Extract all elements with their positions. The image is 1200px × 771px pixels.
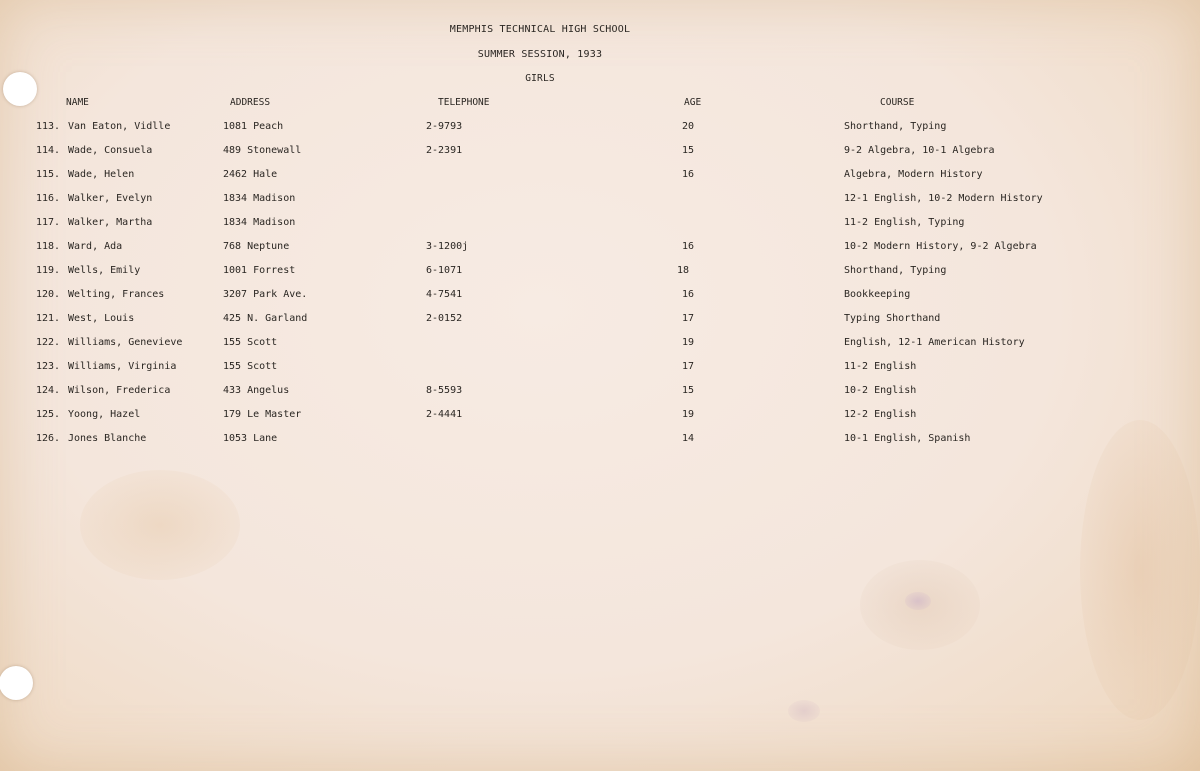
student-address: 2462 Hale: [223, 169, 278, 180]
student-name: Walker, Martha: [68, 217, 153, 228]
student-name: Williams, Genevieve: [68, 337, 183, 348]
student-telephone: 2-4441: [426, 409, 463, 420]
student-age: 19: [682, 337, 695, 348]
row-number: 118.: [36, 241, 61, 252]
student-course: Bookkeeping: [844, 289, 911, 300]
column-header-telephone: TELEPHONE: [438, 97, 490, 108]
row-number: 116.: [36, 193, 61, 204]
row-number: 113.: [36, 121, 61, 132]
student-name: Welting, Frances: [68, 289, 165, 300]
student-course: 10-2 Modern History, 9-2 Algebra: [844, 241, 1037, 252]
school-title: MEMPHIS TECHNICAL HIGH SCHOOL: [449, 24, 631, 35]
student-course: 11-2 English, Typing: [844, 217, 965, 228]
row-number: 119.: [36, 265, 61, 276]
paper-stain: [1080, 420, 1200, 720]
student-address: 1001 Forrest: [223, 265, 296, 276]
student-age: 19: [682, 409, 695, 420]
student-age: 15: [682, 385, 695, 396]
student-name: Yoong, Hazel: [68, 409, 141, 420]
row-number: 123.: [36, 361, 61, 372]
student-course: Algebra, Modern History: [844, 169, 983, 180]
student-name: Ward, Ada: [68, 241, 123, 252]
binder-hole-bottom: [0, 666, 33, 700]
student-course: 10-1 English, Spanish: [844, 433, 971, 444]
student-address: 1834 Madison: [223, 193, 296, 204]
student-course: English, 12-1 American History: [844, 337, 1025, 348]
student-course: 9-2 Algebra, 10-1 Algebra: [844, 145, 995, 156]
column-header-course: COURSE: [880, 97, 915, 108]
student-name: Wade, Helen: [68, 169, 135, 180]
student-course: 12-2 English: [844, 409, 917, 420]
student-address: 179 Le Master: [223, 409, 302, 420]
row-number: 114.: [36, 145, 61, 156]
student-address: 1834 Madison: [223, 217, 296, 228]
column-header-name: NAME: [66, 97, 89, 108]
session-title: SUMMER SESSION, 1933: [477, 49, 603, 60]
student-age: 16: [682, 241, 695, 252]
student-address: 425 N. Garland: [223, 313, 308, 324]
column-header-address: ADDRESS: [230, 97, 271, 108]
paper-stain: [860, 560, 980, 650]
student-age: 14: [682, 433, 695, 444]
paper-stain: [788, 700, 820, 722]
student-name: Williams, Virginia: [68, 361, 177, 372]
student-address: 489 Stonewall: [223, 145, 302, 156]
column-header-age: AGE: [684, 97, 702, 108]
student-telephone: 8-5593: [426, 385, 463, 396]
group-title: GIRLS: [525, 73, 555, 84]
student-telephone: 2-0152: [426, 313, 463, 324]
student-age: 18: [677, 265, 690, 276]
student-course: 11-2 English: [844, 361, 917, 372]
student-telephone: 2-9793: [426, 121, 463, 132]
row-number: 115.: [36, 169, 61, 180]
paper-stain: [80, 470, 240, 580]
row-number: 117.: [36, 217, 61, 228]
student-name: Walker, Evelyn: [68, 193, 153, 204]
row-number: 124.: [36, 385, 61, 396]
student-course: Shorthand, Typing: [844, 121, 947, 132]
student-age: 17: [682, 361, 695, 372]
student-address: 1053 Lane: [223, 433, 278, 444]
student-age: 15: [682, 145, 695, 156]
student-course: Shorthand, Typing: [844, 265, 947, 276]
student-course: 12-1 English, 10-2 Modern History: [844, 193, 1043, 204]
student-name: Jones Blanche: [68, 433, 147, 444]
student-course: Typing Shorthand: [844, 313, 941, 324]
student-age: 20: [682, 121, 695, 132]
student-telephone: 4-7541: [426, 289, 463, 300]
student-telephone: 3-1200j: [426, 241, 469, 252]
student-name: Wells, Emily: [68, 265, 141, 276]
row-number: 122.: [36, 337, 61, 348]
student-telephone: 6-1071: [426, 265, 463, 276]
student-telephone: 2-2391: [426, 145, 463, 156]
student-name: Wade, Consuela: [68, 145, 153, 156]
student-course: 10-2 English: [844, 385, 917, 396]
student-age: 16: [682, 169, 695, 180]
student-age: 16: [682, 289, 695, 300]
student-address: 155 Scott: [223, 337, 278, 348]
student-address: 433 Angelus: [223, 385, 290, 396]
row-number: 125.: [36, 409, 61, 420]
row-number: 120.: [36, 289, 61, 300]
student-address: 768 Neptune: [223, 241, 290, 252]
row-number: 121.: [36, 313, 61, 324]
student-address: 1081 Peach: [223, 121, 284, 132]
row-number: 126.: [36, 433, 61, 444]
student-address: 155 Scott: [223, 361, 278, 372]
paper-stain: [905, 592, 931, 610]
student-name: Wilson, Frederica: [68, 385, 171, 396]
student-name: Van Eaton, Vidlle: [68, 121, 171, 132]
student-name: West, Louis: [68, 313, 135, 324]
student-address: 3207 Park Ave.: [223, 289, 308, 300]
student-age: 17: [682, 313, 695, 324]
